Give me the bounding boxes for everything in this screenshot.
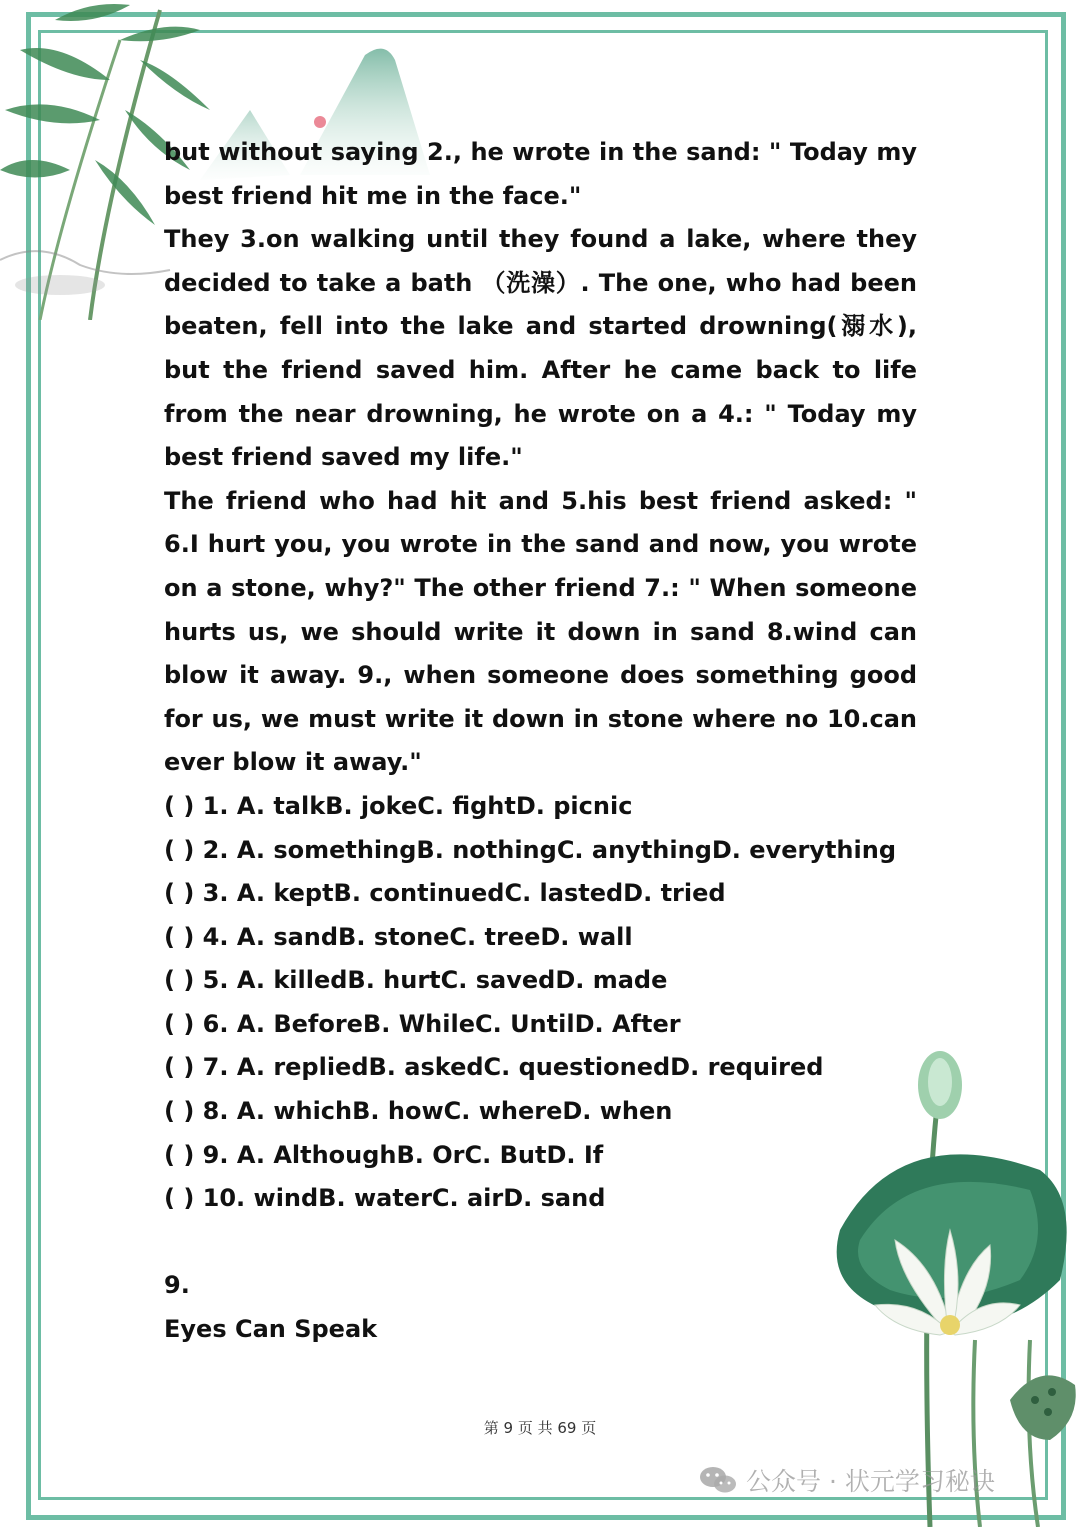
section-number: 9. <box>164 1271 190 1300</box>
question-item: ( ) 10. windB. waterC. airD. sand <box>164 1184 606 1213</box>
passage-paragraph: but without saying 2., he wrote in the sand: " Today my best friend hit me in the face." <box>164 138 917 210</box>
question-item: ( ) 2. A. somethingB. nothingC. anythingD. everything <box>164 835 896 864</box>
question-item: ( ) 8. A. whichB. howC. whereD. when <box>164 1097 673 1126</box>
section-title: Eyes Can Speak <box>164 1315 378 1344</box>
passage-paragraph: They 3.on walking until they found a lake, where they decided to take a bath （洗澡）. The one, who had been beaten, fell into the lake and started drowning(溺水), but the friend saved him. After he came back to life from the near drowning, he wrote on a 4.: " Today my best friend saved my life." <box>164 225 917 472</box>
question-item: ( ) 5. A. killedB. hurtC. savedD. made <box>164 966 668 995</box>
document-body <box>164 131 917 1352</box>
page-number: 第 9 页 共 69 页 <box>483 1419 597 1437</box>
spacer <box>164 1221 917 1265</box>
question-item: ( ) 4. A. sandB. stoneC. treeD. wall <box>164 922 633 951</box>
question-item: ( ) 9. A. AlthoughB. OrC. ButD. If <box>164 1140 604 1169</box>
passage-paragraph: The friend who had hit and 5.his best friend asked: " 6.I hurt you, you wrote in the sand and now, you wrote on a stone, why?" The other friend 7.: " When someone hurts us, we should write it down in sand 8.wind can blow it away. 9., when someone does something good for us, we must write it down in stone where no 10.can ever blow it away." <box>164 486 917 777</box>
question-item: ( ) 7. A. repliedB. askedC. questionedD. required <box>164 1053 824 1082</box>
watermark <box>698 1462 995 1498</box>
watermark-text: 公众号 · 状元学习秘诀 <box>746 1467 995 1496</box>
question-item: ( ) 6. A. BeforeB. WhileC. UntilD. After <box>164 1009 681 1038</box>
question-item: ( ) 1. A. talkB. jokeC. fightD. picnic <box>164 791 633 820</box>
question-item: ( ) 3. A. keptB. continuedC. lastedD. tried <box>164 879 726 908</box>
wechat-icon <box>698 1465 738 1495</box>
